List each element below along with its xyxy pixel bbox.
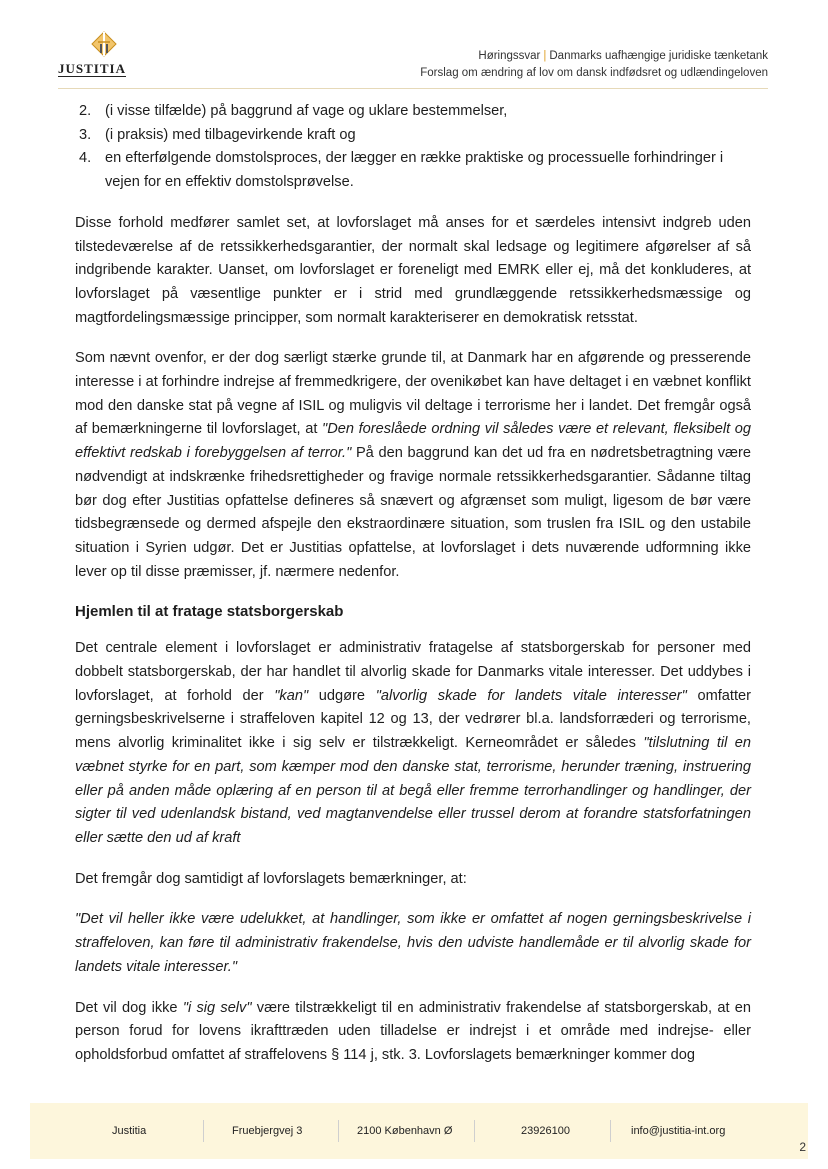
list-text: en efterfølgende domstolsproces, der lægger en række praktiske og processuelle forhindringer i vejen for en effektiv domstolsprøvelse. [105,150,724,191]
list-text: (i praksis) med tilbagevirkende kraft og [105,126,356,143]
paragraph-5-text-b: være tilstrækkeligt til en administrativ frakendelse af statsborgerskab, at en person forud for lovens ikrafttræden uden tilladelse er indrejst i et område med indrejse- eller opholdsforbud omfattet af straffelovens § 114 j, stk. 3. Lovforslagets bemærkninger kommer dog [75,999,751,1063]
header-separator: | [543,50,547,62]
page-footer [30,1103,808,1159]
justitia-logo [58,30,158,78]
header-divider [58,88,768,89]
document-body [75,100,751,1085]
numbered-list [75,100,751,195]
list-item [75,100,751,124]
paragraph-4: Det fremgår dog samtidigt af lovforslagets bemærkninger, at: [75,870,467,887]
page-number: 2 [799,1140,806,1154]
block-quote-text: "Det vil heller ikke være udelukket, at handlinger, som ikke er omfattet af nogen gerningsbeskrivelse i straffeloven, kan føre til administrativ frakendelse, hvis den udviste handlemåde er til alvorlig skade for landets vitale interesser." [75,911,751,975]
paragraph-3-text-b: udgøre [308,687,376,704]
block-quote [75,908,751,979]
list-item [75,124,751,148]
paragraph-5-text-a: Det vil dog ikke [75,999,183,1016]
list-item [75,147,751,194]
logo-text: JUSTITIA [58,61,126,76]
footer-divider [203,1120,204,1142]
header-subject: Forslag om ændring af lov om dansk indfødsret og udlændingeloven [420,67,768,79]
paragraph-3-quote-3: "tilslutning til en væbnet styrke for en part, som kæmper mod den danske stat, terrorisme, herunder træning, instruering eller på anden måde oplæring af en person til at begå eller fremme terrorhandlinger og handlinger, der sigter til ved udenlandsk bistand, ved magtanvendelse eller trussel derom at forandre statsforfatningen eller sætte den ud af kraft [75,735,752,846]
paragraph-3-text-c: omfatter gerningsbeskrivelserne i straffeloven kapitel 12 og 13, der vedrører bl.a. landsforræderi og terrorisme, mens alvorlig kriminalitet ikke i sig selv er tilstrækkeligt. Kerneområdet er således [75,687,751,752]
paragraph-2 [75,347,751,584]
footer-divider [338,1120,339,1142]
paragraph-2-text-b: På den baggrund kan det ud fra en nødretsbetragtning være nødvendigt at indskrænke frihedsrettigheder og fravige normale retssikkerhedsgarantier. Sådanne tiltag bør dog efter Justitias opfattelse defineres så snævert og afgrænset som muligt, ligesom de bør være tidsbegrænsede og dermed afspejle den ekstraordinære situation, som truslen fra ISIL og den ustabile situation i Syrien udgør. Det er Justitias opfattelse, at lovforslaget i dets nuværende udformning ikke lever op til disse præmisser, jf. nærmere nedenfor. [75,445,751,580]
footer-email: info@justitia-int.org [631,1125,726,1137]
list-number: 2. [79,103,92,119]
paragraph-5-quote: "i sig selv" [182,999,252,1016]
paragraph-3 [75,637,751,850]
list-number: 3. [79,126,92,143]
footer-divider [610,1120,611,1142]
paragraph-5 [75,997,751,1068]
document-header [420,48,768,82]
footer-organization: Justitia [112,1125,147,1137]
list-number: 4. [79,150,92,167]
header-organization: Danmarks uafhængige juridiske tænketank [549,50,768,62]
logo-emblem-icon [86,30,122,60]
paragraph-3-text-a: Det centrale element i lovforslaget er administrativ fratagelse af statsborgerskab for personer med dobbelt statsborgerskab, der har handlet til alvorlig skade for Danmarks vitale interesser. Det uddybes i lovforslaget, at forhold der [75,640,751,704]
paragraph-2-quote: "Den foreslåede ordning vil således være et relevant, fleksibelt og effektivt redskab i forebyggelsen af terror." [75,421,751,462]
paragraph-3-quote-1: "kan" [274,687,309,704]
footer-divider [474,1120,475,1142]
section-heading: Hjemlen til at fratage statsborgerskab [75,603,344,621]
header-line-1 [420,48,768,65]
footer-street: Fruebjergvej 3 [232,1125,303,1137]
header-doc-type: Høringssvar [478,50,541,62]
paragraph-3-quote-2: "alvorlig skade for landets vitale interesser" [375,687,687,704]
footer-phone: 23926100 [521,1125,570,1137]
list-text: (i visse tilfælde) på baggrund af vage og uklare bestemmelser, [105,103,508,119]
paragraph-2-text-a: Som nævnt ovenfor, er der dog særligt stærke grunde til, at Danmark har en afgørende og presserende interesse i at forhindre indrejse af fremmedkrigere, der ovenikøbet kan have deltaget i en væbnet konflikt mod den danske stat på vegne af ISIL og muligvis vil deltage i terrorisme her i landet. Det fremgår også af bemærkningerne til lovforslaget, at [75,350,751,438]
footer-city: 2100 København Ø [357,1125,453,1137]
paragraph-1: Disse forhold medfører samlet set, at lovforslaget må anses for et særdeles intensivt indgreb uden tilstedeværelse af de retssikkerhedsgarantier, der normalt skal ledsage og legitimere afgørelser af så indgribende karakter. Uanset, om lovforslaget er foreneligt med EMRK eller ej, må det konkluderes, at lovforslaget på væsentlige punkter er i strid med grundlæggende retssikkerhedsmæssige og magtfordelingsmæssige principper, som normalt karakteriserer en demokratisk retsstat. [75,214,751,326]
